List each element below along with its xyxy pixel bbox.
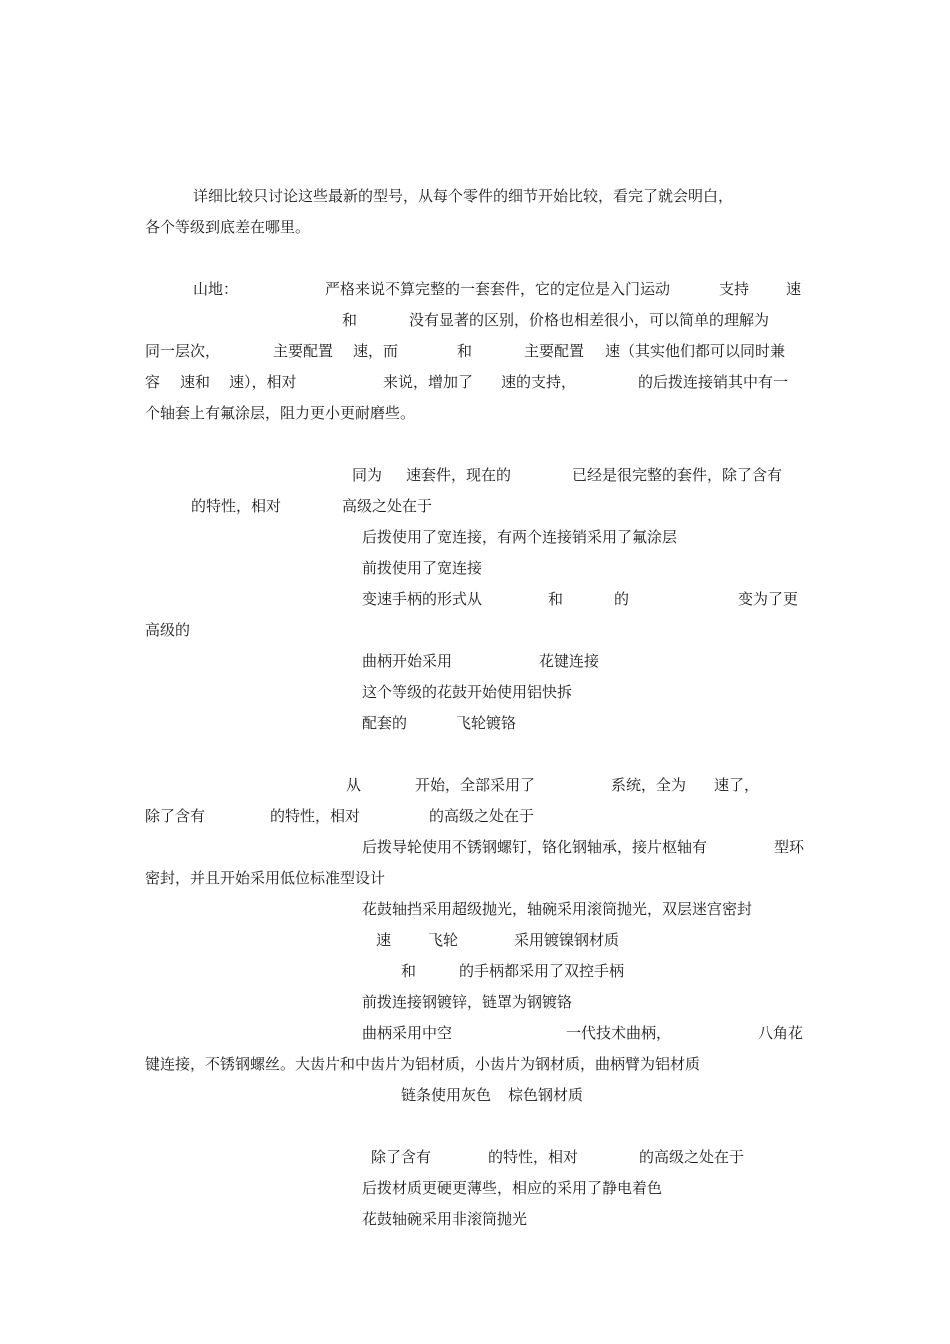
p2-fragment: 飞轮镀铬 <box>456 714 517 732</box>
p3-fragment: 后拨导轮使用不锈钢螺钉，铬化钢轴承，接片枢轴有 <box>362 838 708 856</box>
p2-fragment: 和 <box>548 590 564 608</box>
p3-fragment: 除了含有 <box>145 807 206 825</box>
p1-fragment: 速（其实他们都可以同时兼 <box>605 342 786 360</box>
p2-fragment: 变速手柄的形式从 <box>362 590 483 608</box>
list-item: 后拨使用了宽连接，有两个连接销采用了氟涂层 <box>362 528 678 546</box>
list-item: 花鼓轴挡采用超级抛光，轴碗采用滚筒抛光，双层迷宫密封 <box>362 900 753 918</box>
p2-fragment: 的 <box>614 590 630 608</box>
p2-fragment: 高级的 <box>145 621 191 639</box>
p1-fragment: 主要配置 <box>524 342 585 360</box>
p3-fragment: 采用镀镍钢材质 <box>514 931 620 949</box>
p2-fragment: 变为了更 <box>738 590 799 608</box>
p3-fragment: 的高级之处在于 <box>429 807 535 825</box>
p2-fragment: 的特性，相对 <box>191 497 282 515</box>
p3-fragment: 系统，全为 <box>611 776 687 794</box>
p1-fragment: 支持 <box>719 280 750 298</box>
p3-fragment: 曲柄采用中空 <box>362 1024 453 1042</box>
p2-fragment: 已经是很完整的套件，除了含有 <box>572 466 783 484</box>
p1-fragment: 个轴套上有氟涂层，阻力更小更耐磨些。 <box>145 404 416 422</box>
intro-line-2: 各个等级到底差在哪里。 <box>145 218 311 236</box>
p1-fragment: 速，而 <box>353 342 399 360</box>
p3-fragment: 棕色钢材质 <box>508 1086 584 1104</box>
p3-fragment: 开始，全部采用了 <box>415 776 536 794</box>
p1-fragment: 速），相对 <box>229 373 297 391</box>
p3-fragment: 从 <box>346 776 362 794</box>
p1-fragment: 山地： <box>193 280 239 298</box>
p3-fragment: 飞轮 <box>428 931 459 949</box>
p1-fragment: 和 <box>342 311 358 329</box>
p2-fragment: 高级之处在于 <box>342 497 433 515</box>
p1-fragment: 容 <box>145 373 161 391</box>
p3-fragment: 速了， <box>714 776 760 794</box>
list-item: 花鼓轴碗采用非滚筒抛光 <box>362 1210 528 1228</box>
p3-fragment: 八角花 <box>758 1024 804 1042</box>
p1-fragment: 严格来说不算完整的一套套件，它的定位是入门运动 <box>325 280 671 298</box>
p1-fragment: 速和 <box>180 373 211 391</box>
p4-fragment: 的特性，相对 <box>488 1148 579 1166</box>
p3-fragment: 键连接，不锈钢螺丝。大齿片和中齿片为铝材质，小齿片为钢材质，曲柄臂为铝材质 <box>145 1055 701 1073</box>
p2-fragment: 花键连接 <box>539 652 600 670</box>
p3-fragment: 速 <box>376 931 392 949</box>
list-item: 前拨连接钢镀锌，链罩为钢镀铬 <box>362 993 573 1011</box>
p3-fragment: 一代技术曲柄， <box>566 1024 672 1042</box>
p3-fragment: 型环 <box>774 838 805 856</box>
p3-fragment: 密封，并且开始采用低位标准型设计 <box>145 869 386 887</box>
p4-fragment: 的高级之处在于 <box>639 1148 745 1166</box>
p2-fragment: 速套件，现在的 <box>406 466 512 484</box>
p1-fragment: 和 <box>457 342 473 360</box>
p1-fragment: 的后拨连接销其中有一 <box>638 373 789 391</box>
p3-fragment: 链条使用灰色 <box>401 1086 492 1104</box>
p3-fragment: 和 <box>401 962 417 980</box>
intro-line-1: 详细比较只讨论这些最新的型号，从每个零件的细节开始比较，看完了就会明白， <box>193 187 734 205</box>
list-item: 后拨材质更硬更薄些，相应的采用了静电着色 <box>362 1179 663 1197</box>
p2-fragment: 同为 <box>352 466 383 484</box>
list-item: 前拨使用了宽连接 <box>362 559 483 577</box>
p1-fragment: 速 <box>786 280 802 298</box>
p2-fragment: 配套的 <box>362 714 408 732</box>
p1-fragment: 同一层次， <box>145 342 221 360</box>
list-item: 曲柄开始采用 <box>362 652 453 670</box>
p3-fragment: 的手柄都采用了双控手柄 <box>459 962 625 980</box>
p1-fragment: 主要配置 <box>273 342 334 360</box>
p1-fragment: 速的支持， <box>501 373 577 391</box>
p1-fragment: 来说，增加了 <box>383 373 474 391</box>
p1-fragment: 没有显著的区别，价格也相差很小，可以简单的理解为 <box>409 311 770 329</box>
list-item: 这个等级的花鼓开始使用铝快拆 <box>362 683 573 701</box>
p3-fragment: 的特性，相对 <box>270 807 361 825</box>
p4-fragment: 除了含有 <box>371 1148 432 1166</box>
